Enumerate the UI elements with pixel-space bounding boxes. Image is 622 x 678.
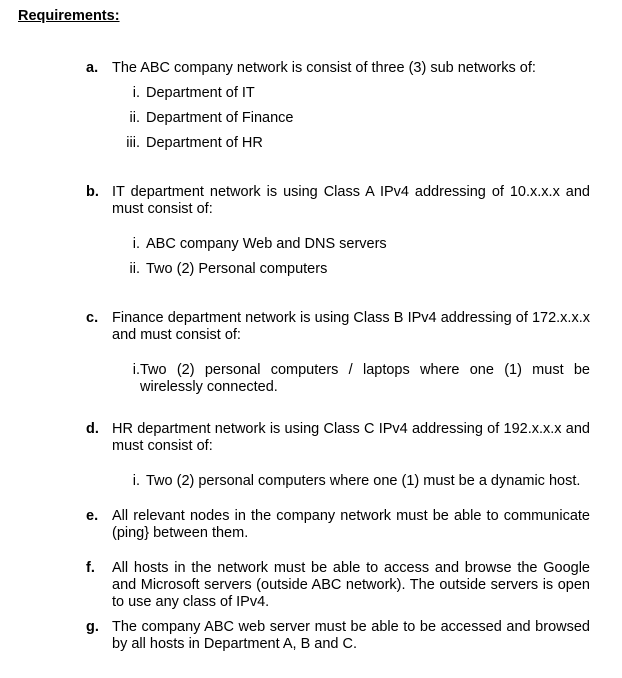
sub-text: Two (2) personal computers where one (1) must be a dynamic host.: [146, 473, 581, 489]
item-a-sub-2: [122, 110, 294, 127]
item-d-sub-1: [122, 473, 580, 490]
item-c-marker: c.: [86, 310, 99, 326]
sub-number: iii.: [126, 135, 140, 151]
sub-text: Department of Finance: [146, 110, 294, 126]
sub-text: Two (2) personal computers / laptops where one (1) must be wirelessly connected.: [140, 362, 590, 395]
item-g-marker: g.: [86, 619, 99, 635]
sub-number: i.: [132, 362, 140, 378]
sub-number: i.: [132, 85, 140, 101]
item-c-text: Finance department network is using Class B IPv4 addressing of 172.x.x.x and must consist of:: [112, 310, 590, 343]
item-e-text: All relevant nodes in the company network must be able to communicate (ping} between them.: [112, 508, 590, 541]
sub-text: ABC company Web and DNS servers: [146, 236, 387, 252]
sub-number: ii.: [129, 261, 140, 277]
sub-text: Two (2) Personal computers: [146, 261, 328, 277]
page-title: Requirements:: [18, 8, 120, 24]
item-d-marker: d.: [86, 421, 99, 437]
item-b-marker: b.: [86, 184, 99, 200]
item-a-marker: a.: [86, 60, 99, 76]
item-b-sub-1: [122, 236, 387, 253]
item-a-text: The ABC company network is consist of three (3) sub networks of:: [112, 60, 536, 76]
item-d-text: HR department network is using Class C IPv4 addressing of 192.x.x.x and must consist of:: [112, 421, 590, 454]
sub-text: Department of IT: [146, 85, 255, 101]
item-e-marker: e.: [86, 508, 99, 524]
item-a-sub-1: [122, 85, 255, 102]
item-a-sub-3: [122, 135, 263, 152]
sub-number: i.: [132, 236, 140, 252]
item-f-text: All hosts in the network must be able to access and browse the Google and Microsoft servers (outside ABC network). The outside servers is open to use any class of IPv4.: [112, 560, 590, 610]
sub-text: Department of HR: [146, 135, 263, 151]
item-g-text: The company ABC web server must be able to be accessed and browsed by all hosts in Department A, B and C.: [112, 619, 590, 652]
item-b-sub-2: [122, 261, 327, 278]
sub-number: ii.: [129, 110, 140, 126]
sub-number: i.: [132, 473, 140, 489]
item-f-marker: f.: [86, 560, 95, 576]
item-b-text: IT department network is using Class A IPv4 addressing of 10.x.x.x and must consist of:: [112, 184, 590, 217]
item-c-sub-1: [122, 362, 590, 396]
